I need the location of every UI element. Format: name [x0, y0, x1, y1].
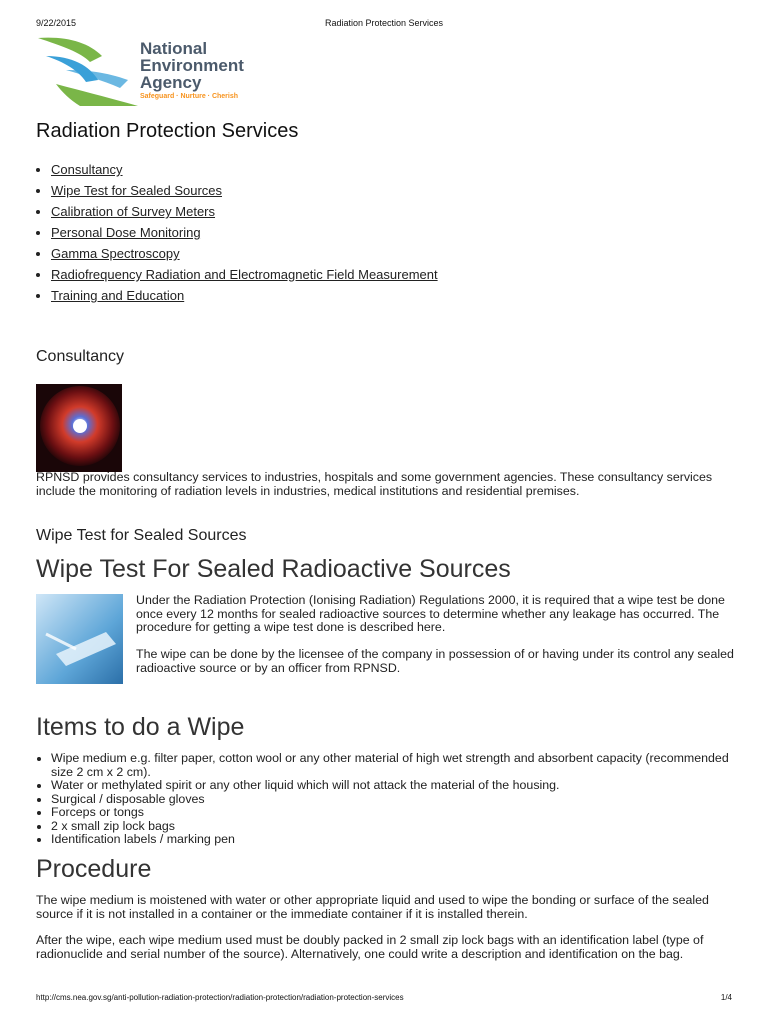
wipe-test-paragraph-2: The wipe can be done by the licensee of the company in possession of or having under its control any sealed radioactive source or by an officer from RPNSD. — [136, 647, 734, 675]
nea-logo-mark-icon — [36, 36, 140, 108]
list-item: • Forceps or tongs — [51, 806, 751, 820]
print-header — [36, 18, 732, 30]
print-footer — [36, 993, 732, 1005]
toc-item-consultancy — [51, 160, 438, 181]
list-item: • Wipe medium e.g. filter paper, cotton wool or any other material of high wet strength and absorbent capacity (recommended size 2 cm x 2 cm). — [51, 752, 751, 779]
toc-item-calibration — [51, 202, 438, 223]
wipe-test-subheading: Wipe Test for Sealed Sources — [36, 527, 247, 544]
wipe-test-heading: Wipe Test For Sealed Radioactive Sources — [36, 555, 511, 583]
wipe-test-image — [36, 594, 123, 684]
procedure-paragraph-2: After the wipe, each wipe medium used must be doubly packed in 2 small zip lock bags with an identification label (type of radionuclide and serial number of the source). Alternatively, one could write a description and identification on the bag. — [36, 933, 704, 961]
list-item: • Identification labels / marking pen — [51, 833, 751, 847]
list-item: • Surgical / disposable gloves — [51, 793, 751, 807]
print-title: Radiation Protection Services — [324, 18, 444, 28]
procedure-paragraph-1: The wipe medium is moistened with water or other appropriate liquid and used to wipe the bonding or surface of the sealed source if it is not installed in a container or the immediate container if it is installed therein. — [36, 893, 709, 921]
toc-link-wipe-test[interactable]: Wipe Test for Sealed Sources — [51, 183, 223, 198]
nea-logo[interactable] — [36, 36, 276, 108]
list-item: • 2 x small zip lock bags — [51, 820, 751, 834]
wipe-test-paragraph-1: Under the Radiation Protection (Ionising Radiation) Regulations 2000, it is required that a wipe test be done once every 12 months for sealed radioactive sources to determine whether any leakage has occurred. The procedure for getting a wipe test done is described here. — [136, 593, 725, 634]
toc-item-training — [51, 286, 438, 307]
consultancy-image — [36, 384, 122, 472]
toc-link-gamma[interactable]: Gamma Spectroscopy — [51, 246, 180, 261]
page-number: 1/4 — [720, 993, 732, 1002]
toc-link-consultancy[interactable]: Consultancy — [51, 162, 123, 177]
toc-item-dose-monitoring — [51, 223, 438, 244]
toc-item-wipe-test — [51, 181, 438, 202]
procedure-heading: Procedure — [36, 855, 152, 883]
consultancy-text: RPNSD provides consultancy services to industries, hospitals and some government agencies. These consultancy services include the monitoring of radiation levels in industries, medical institutions and residential premises. — [36, 470, 713, 498]
table-of-contents — [36, 160, 438, 307]
items-list — [36, 752, 751, 847]
print-date: 9/22/2015 — [36, 18, 77, 28]
logo-tagline: Safeguard · Nurture · Cherish — [140, 93, 239, 100]
toc-item-gamma — [51, 244, 438, 265]
toc-item-radiofrequency — [51, 265, 438, 286]
items-heading: Items to do a Wipe — [36, 713, 245, 741]
list-item: • Water or methylated spirit or any other liquid which will not attack the material of the housing. — [51, 779, 751, 793]
logo-wordmark: National Environment Agency — [140, 39, 244, 92]
page-title: Radiation Protection Services — [36, 120, 299, 142]
consultancy-heading: Consultancy — [36, 348, 125, 365]
toc-link-training[interactable]: Training and Education — [51, 288, 185, 303]
toc-link-dose-monitoring[interactable]: Personal Dose Monitoring — [51, 225, 201, 240]
toc-link-radiofrequency[interactable]: Radiofrequency Radiation and Electromagnetic Field Measurement — [51, 267, 438, 282]
toc-link-calibration[interactable]: Calibration of Survey Meters — [51, 204, 216, 219]
print-url: http://cms.nea.gov.sg/anti-pollution-radiation-protection/radiation-protection/radiation-protection-services — [36, 993, 404, 1002]
